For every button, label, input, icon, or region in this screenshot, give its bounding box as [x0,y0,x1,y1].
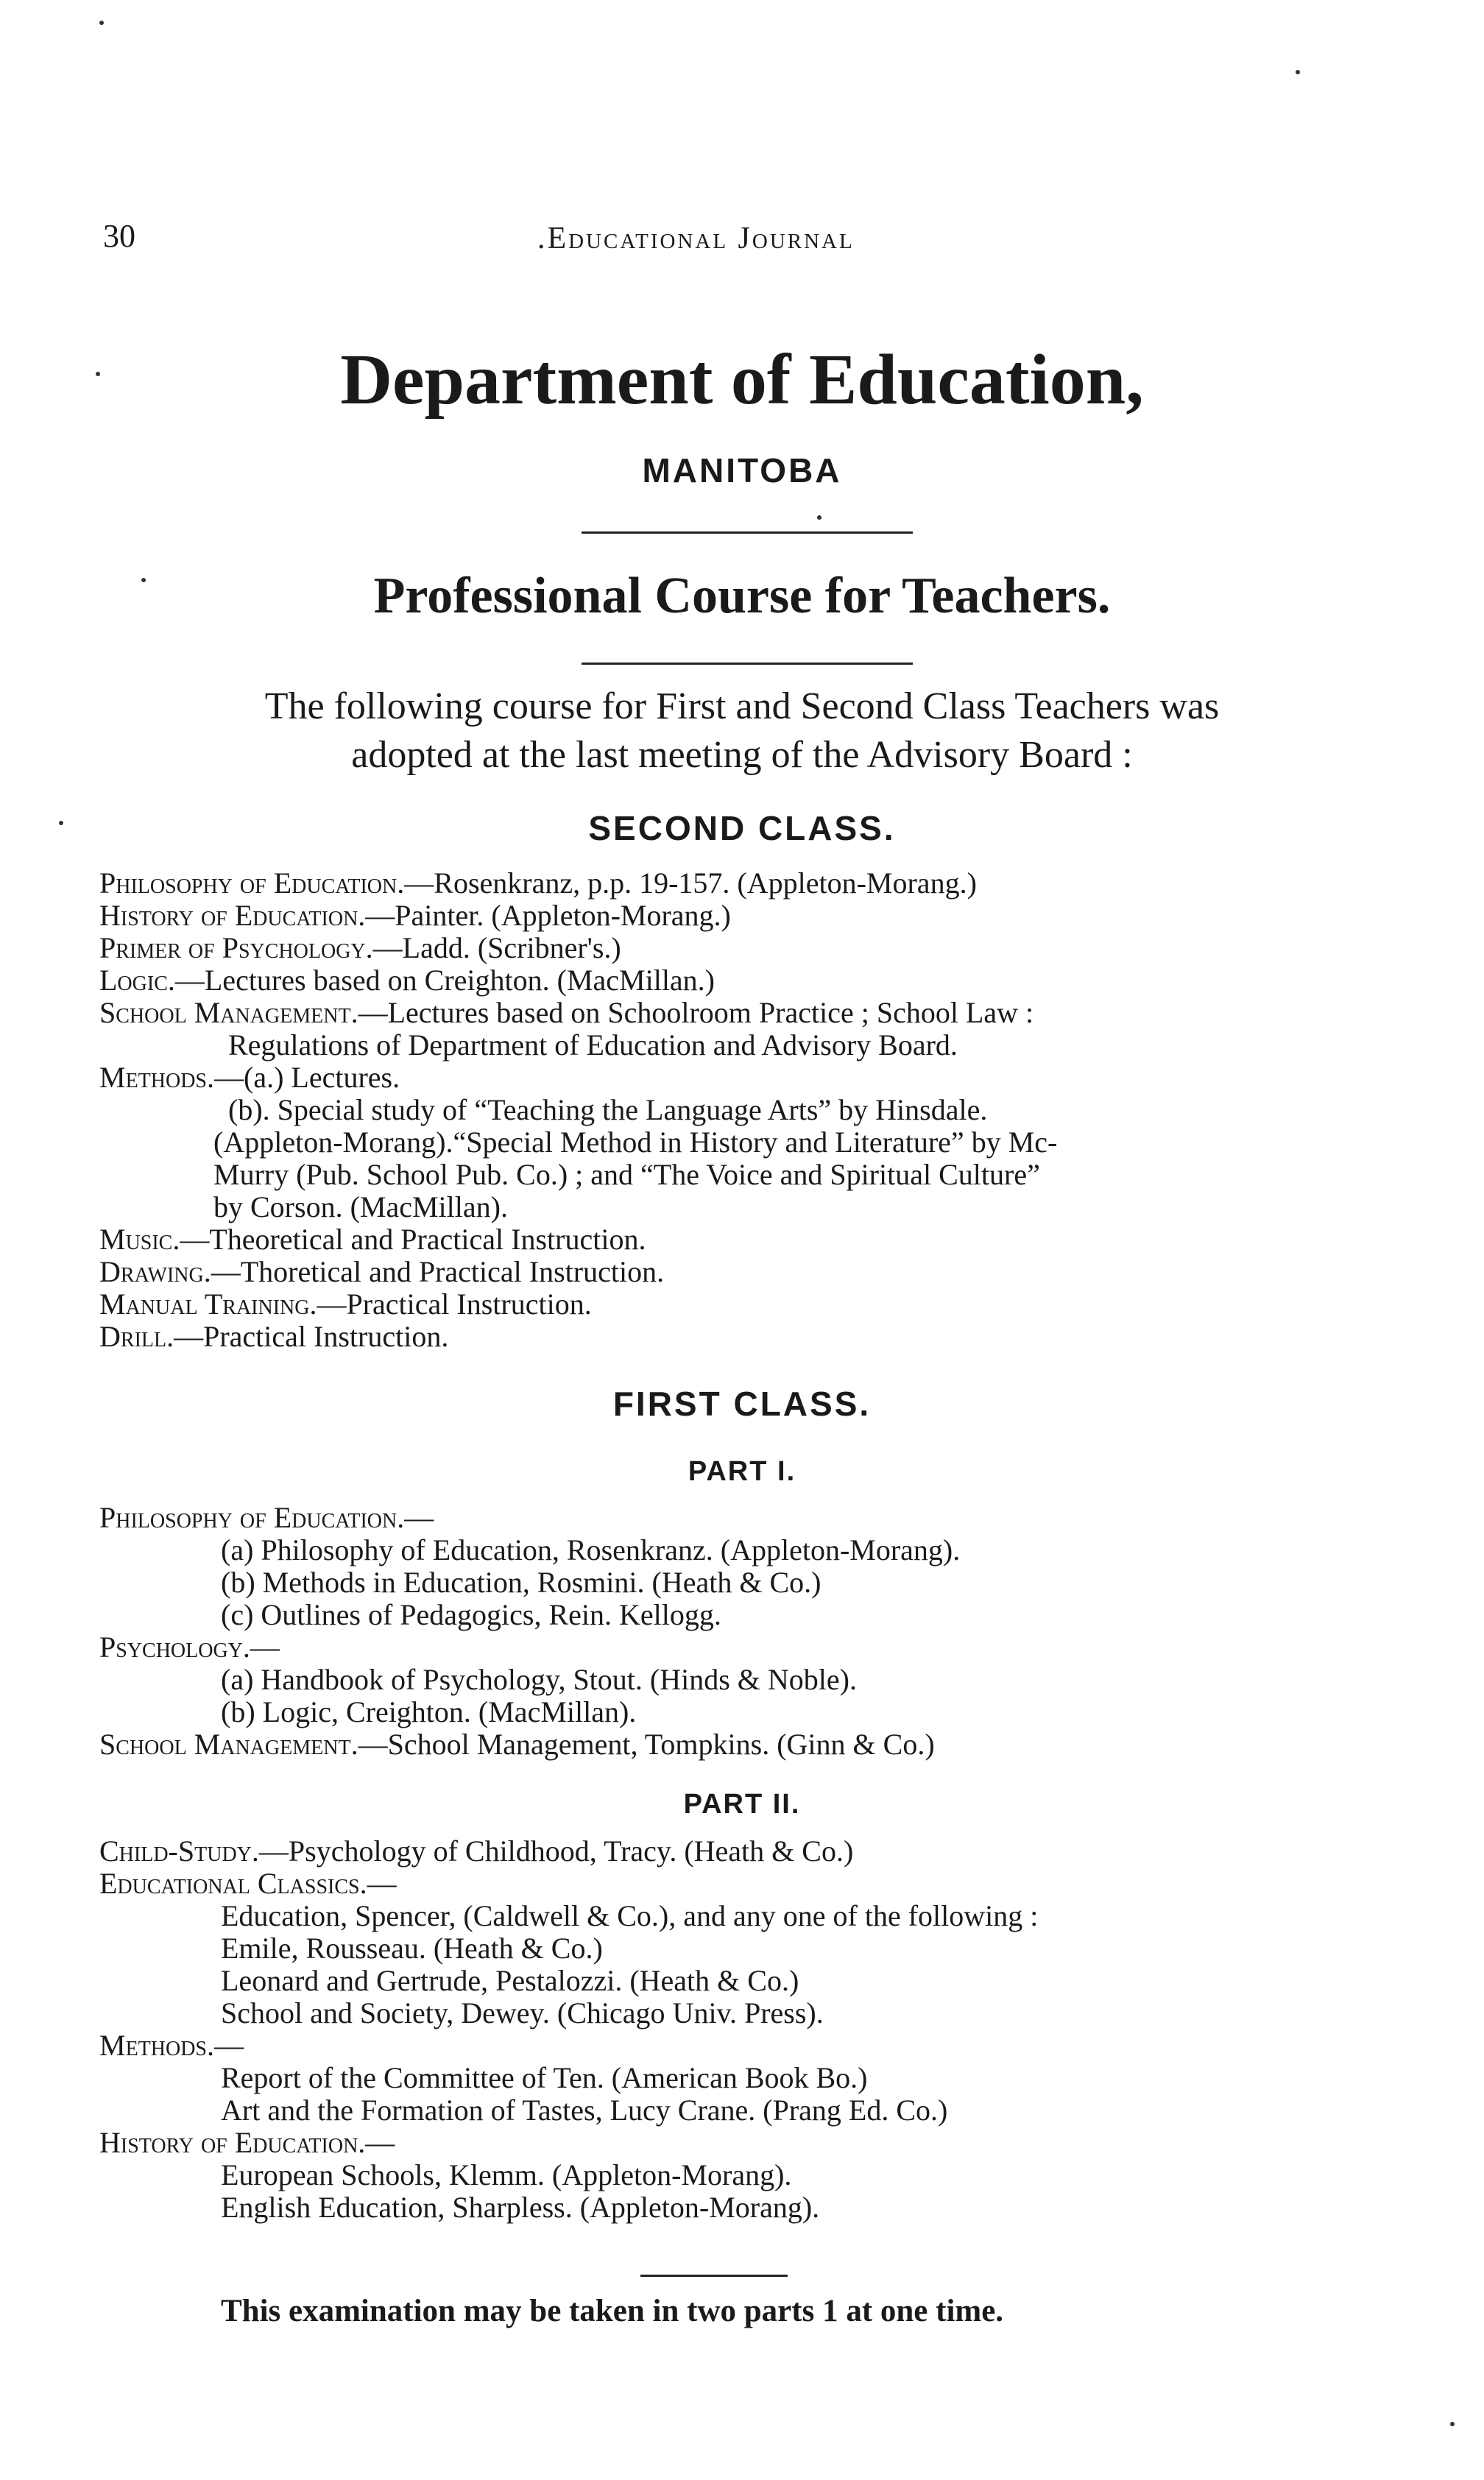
topic-text: Regulations of Department of Education and Advisory Board. [228,1028,958,1061]
page-title: Department of Education, [340,340,1144,420]
topic-text: Report of the Committee of Ten. (American Book Bo.) [221,2061,868,2094]
topic-text: —School Management, Tompkins. (Ginn & Co.) [358,1728,935,1761]
topic-text: (b). Special study of “Teaching the Language Arts” by Hinsdale. [228,1093,988,1126]
topic-text: —Psychology of Childhood, Tracy. (Heath & Co.) [258,1834,854,1868]
list-line [99,1288,592,1321]
topic-heading: Logic. [99,964,175,997]
topic-text: —Ladd. (Scribner's.) [372,931,621,964]
list-line [99,1835,853,1868]
topic-heading: Methods. [99,2029,215,2062]
topic-text: Art and the Formation of Tastes, Lucy Crane. (Prang Ed. Co.) [221,2094,948,2127]
list-line [213,1126,1057,1159]
topic-text: English Education, Sharpless. (Appleton-Morang). [221,2191,820,2224]
topic-text: (c) Outlines of Pedagogics, Rein. Kellogg. [221,1598,721,1631]
topic-text: —Practical Instruction. [174,1320,449,1353]
topic-heading: Drawing. [99,1255,211,1288]
part1-heading: PART I. [688,1456,796,1487]
topic-heading: History of Education. [99,2126,366,2159]
list-line [228,1029,958,1061]
topic-heading: Philosophy of Education. [99,866,405,900]
topic-heading: History of Education. [99,899,366,932]
list-line [221,2159,791,2191]
topic-heading: Drill. [99,1320,174,1353]
topic-text: —Rosenkranz, p.p. 19-157. (Appleton-Morang.) [404,866,977,900]
list-line [213,1191,508,1223]
topic-text: Murry (Pub. School Pub. Co.) ; and “The Voice and Spiritual Culture” [213,1158,1040,1191]
topic-text: — [250,1631,280,1664]
list-line [99,964,715,997]
topic-text: (Appleton-Morang).“Special Method in History and Literature” by Mc- [213,1126,1058,1159]
part2-heading: PART II. [683,1789,801,1820]
list-line [221,1965,799,1997]
list-line [221,1997,824,2029]
scan-speck [59,821,63,825]
list-line [99,1631,280,1664]
topic-text: (a) Handbook of Psychology, Stout. (Hinds & Noble). [221,1663,857,1696]
topic-text: Emile, Rousseau. (Heath & Co.) [221,1932,603,1965]
list-line [221,1900,1038,1932]
second-class-heading: SECOND CLASS. [588,809,896,847]
topic-text: School and Society, Dewey. (Chicago Univ. Press). [221,1996,824,2029]
topic-text: Leonard and Gertrude, Pestalozzi. (Heath & Co.) [221,1964,799,1997]
topic-heading: Child-Study. [99,1834,259,1868]
footer-note: This examination may be taken in two parts 1 at one time. [221,2294,1004,2328]
list-line [99,997,1034,1029]
divider-rule [640,2275,788,2277]
list-line [99,1868,397,1900]
list-line [221,2191,819,2224]
topic-heading: Methods. [99,1061,215,1094]
list-line [99,1061,400,1094]
list-line [99,1223,646,1256]
topic-text: —Lectures based on Schoolroom Practice ; School Law : [358,996,1034,1029]
intro-line: adopted at the last meeting of the Advisory Board : [351,734,1133,776]
topic-text: —(a.) Lectures. [214,1061,400,1094]
divider-rule [582,531,913,534]
scan-speck [817,515,822,520]
page-subtitle: MANITOBA [642,451,842,490]
topic-text: —Practical Instruction. [317,1287,592,1321]
list-line [221,2094,947,2127]
list-line [221,1599,721,1631]
list-line [228,1094,987,1126]
scan-speck [141,578,146,582]
scan-speck [1450,2422,1455,2426]
scan-speck [1296,70,1300,74]
running-header: .Educational Journal [537,222,855,255]
topic-heading: Manual Training. [99,1287,317,1321]
topic-heading: Primer of Psychology. [99,931,373,964]
list-line [99,2127,395,2159]
divider-rule [582,663,913,665]
list-line [221,1534,960,1566]
topic-text: —Lectures based on Creighton. (MacMillan.) [174,964,715,997]
topic-text: —Theoretical and Practical Instruction. [180,1223,646,1256]
topic-text: — [404,1501,434,1534]
intro-line: The following course for First and Second Class Teachers was [264,685,1220,727]
topic-text: —Painter. (Appleton-Morang.) [365,899,731,932]
list-line [99,1502,434,1534]
topic-text: — [367,1867,397,1900]
list-line [221,1566,821,1599]
topic-text: by Corson. (MacMillan). [213,1190,508,1223]
first-class-heading: FIRST CLASS. [612,1385,872,1423]
topic-text: (b) Logic, Creighton. (MacMillan). [221,1695,637,1728]
topic-text: European Schools, Klemm. (Appleton-Morang). [221,2158,792,2191]
topic-text: (a) Philosophy of Education, Rosenkranz. (Appleton-Morang). [221,1533,961,1566]
topic-heading: Music. [99,1223,180,1256]
topic-text: (b) Methods in Education, Rosmini. (Heath & Co.) [221,1566,822,1599]
list-line [99,900,731,932]
topic-heading: School Management. [99,996,358,1029]
course-title: Professional Course for Teachers. [373,568,1111,624]
list-line [99,1321,448,1353]
topic-heading: School Management. [99,1728,358,1761]
list-line [99,1728,935,1761]
topic-text: —Thoretical and Practical Instruction. [211,1255,665,1288]
scan-speck [96,372,100,376]
page-number: 30 [103,218,135,254]
list-line [221,2062,868,2094]
list-line [221,1696,636,1728]
topic-text: — [365,2126,395,2159]
list-line [221,1932,603,1965]
list-line [213,1159,1040,1191]
topic-text: Education, Spencer, (Caldwell & Co.), and any one of the following : [221,1899,1039,1932]
list-line [99,932,621,964]
topic-heading: Philosophy of Education. [99,1501,405,1534]
list-line [221,1664,857,1696]
topic-heading: Psychology. [99,1631,250,1664]
list-line [99,2029,244,2062]
list-line [99,1256,664,1288]
scan-speck [99,21,104,25]
list-line [99,867,977,900]
topic-text: — [214,2029,244,2062]
topic-heading: Educational Classics. [99,1867,367,1900]
